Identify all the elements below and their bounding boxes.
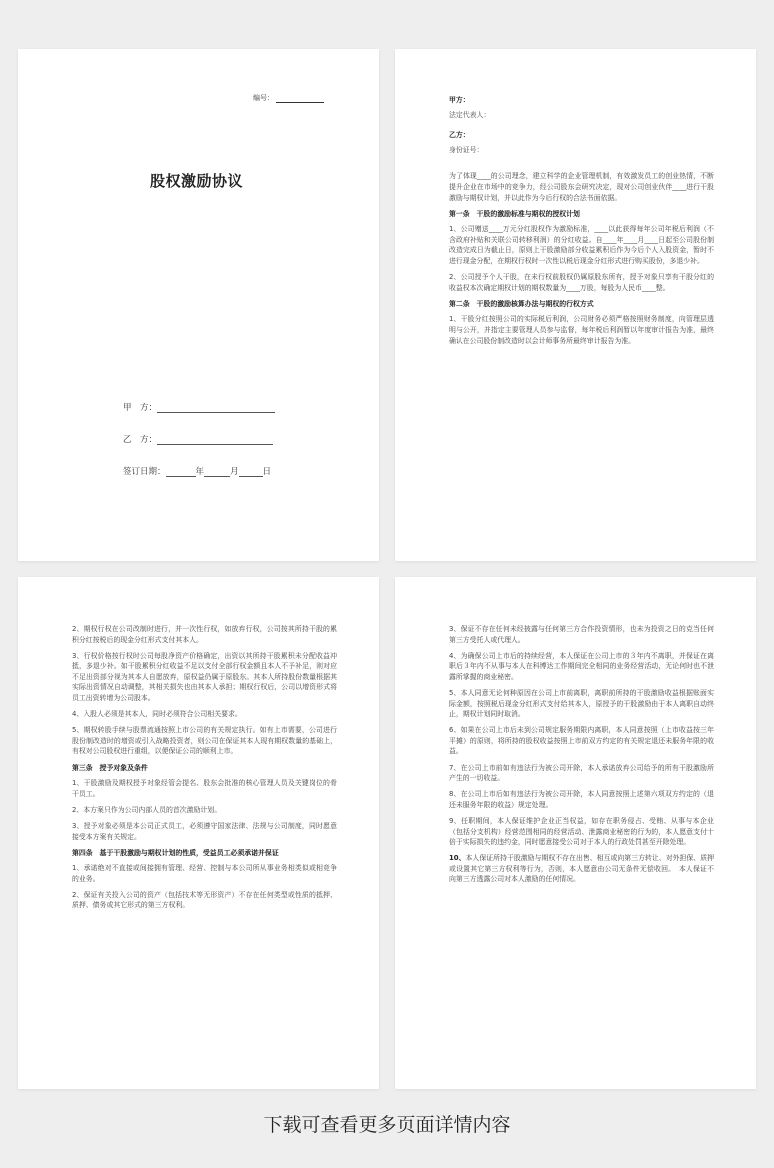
year-blank bbox=[166, 466, 196, 477]
article-2-clause-2: 2、期权行权在公司改制时进行，并一次性行权，如放弃行权，公司按其所持干股的累积分红按税后的现金分红形式支付其本人。 bbox=[72, 625, 337, 644]
article-3-clause-2: 2、本方案只作为公司内部人员的首次激励计划。 bbox=[72, 805, 222, 814]
party-b-heading: 乙方： bbox=[449, 131, 470, 140]
article-2-clause-1: 1、干股分红按照公司的实际税后利润，公司财务必须严格按照财务制度，向管理层透明与公开，并指定主要管理人员参与监督，每年税后利润暂以年度审计报告为准，最终确认在公司股份制改造时以会计师事务所最终审计报告为准。 bbox=[449, 315, 714, 345]
article-4-clause-7: 7、在公司上市前如有违法行为被公司开除，本人承诺放弃公司给予的所有干股激励所产生的一切收益。 bbox=[449, 763, 714, 783]
article-2-clause-4: 4、入股人必须是其本人，同时必须符合公司相关要求。 bbox=[72, 710, 242, 719]
preamble-paragraph: 为了体现____的公司理念，建立科学的企业管理机制，有效激发员工的创业热情，不断提升企业在市场中的竞争力，经公司股东会研究决定，现对公司创业伙伴____进行干股激励与期权计划，并以此作为今后行权的合法书面依据。 bbox=[449, 172, 714, 202]
sign-date-label: 签订日期： bbox=[123, 467, 166, 477]
id-number: 身份证号： bbox=[449, 145, 484, 154]
document-page-cover bbox=[18, 49, 379, 561]
article-3-clause-3: 3、授予对象必须是本公司正式员工，必须遵守国家法律、法规与公司制度，同时愿意接受本方案有关规定。 bbox=[72, 821, 337, 841]
article-4-clause-4: 4、为确保公司上市后的持续经营，本人保证在公司上市的３年内不离职，并保证在离职后３年内不从事与本人在科博达工作期间完全相同的业务经营活动，无论何时也不泄露所掌握的商业秘密。 bbox=[449, 651, 714, 681]
document-page-3 bbox=[18, 577, 379, 1089]
download-more-banner: 下载可查看更多页面详情内容 bbox=[263, 1114, 511, 1136]
article-4-clause-9: 9、任职期间，本人保证维护企业正当权益，如存在职务侵占、受贿、从事与本企业（包括分支机构）经营范围相同的经营活动、泄露商业秘密的行为的，本人愿意支付十倍于实际损失的违约金，同时愿意接受公司对于本人的行政处罚甚至开除处理。 bbox=[449, 816, 714, 847]
month-blank bbox=[204, 466, 230, 477]
article-4-clause-1: 1、承诺绝对不直接或间接拥有管理、经营、控制与本公司所从事业务相类似或相竞争的业务。 bbox=[72, 864, 337, 883]
article-4-title: 第四条 基于干股激励与期权计划的性质，受益员工必须承诺并保证 bbox=[72, 848, 279, 857]
page-4-body bbox=[449, 624, 714, 890]
legal-representative: 法定代表人： bbox=[449, 110, 491, 119]
article-2-title: 第二条 干股的激励核算办法与期权的行权方式 bbox=[449, 299, 594, 308]
party-a-signature-row bbox=[123, 401, 275, 413]
contract-number-field bbox=[253, 93, 324, 103]
page-2-body bbox=[449, 95, 714, 352]
party-a-label: 甲 方： bbox=[123, 403, 158, 413]
page-3-body bbox=[72, 624, 337, 917]
article-4-clause-6: 6、如果在公司上市后未到公司规定服务期限内离职，本人同意按照（上市收益按三年平摊）的原则，将所持的股权收益按照上市前双方约定的有关规定退还未服务年限的收益。 bbox=[449, 726, 714, 756]
party-a-heading: 甲方： bbox=[449, 96, 470, 104]
party-b-signature-row bbox=[123, 433, 273, 445]
article-3-clause-1: 1、干股激励及期权授予对象经管会提名、股东会批准的核心管理人员及关键岗位的骨干员工。 bbox=[72, 779, 337, 798]
day-label: 日 bbox=[262, 467, 272, 477]
clause-10-text: 本人保证所持干股激励与期权不存在出售、相互或向第三方转让、对外担保、质押或设置其它第三方权利等行为，否则，本人愿意由公司无条件无偿收回。 本人保证不向第三方透露公司对本人激励的任何情况。 bbox=[449, 854, 715, 884]
article-2-clause-3: 3、行权价格按行权时公司每股净资产价格确定，出资以其所持干股累积未分配收益冲抵，多退少补。如干股累积分红收益不足以支付全部行权金额且本人不予补足，则对应不足出资部分视为其本人自愿放弃，原权益仍属于原股东。其本人所持股份数量根据其实际出资情况自动调整，其相关损失也由其本人承担；期权行权后，公司以增资形式将员工出资转增为公司股本。 bbox=[72, 651, 337, 703]
document-page-2 bbox=[395, 49, 756, 561]
article-4-clause-10 bbox=[449, 853, 714, 885]
article-3-title: 第三条 授予对象及条件 bbox=[72, 763, 148, 772]
article-4-clause-3: 3、保证不存在任何未经披露与任何第三方合作投资情形，也未为投资之日的克当任何第三方受托人或代理人。 bbox=[449, 625, 714, 644]
article-4-clause-2: 2、保证有关投入公司的资产（包括技术等无形资产）不存在任何类型或性质的抵押、质押、债务或其它形式的第三方权利。 bbox=[72, 890, 337, 910]
month-label: 月 bbox=[230, 467, 239, 477]
party-b-label: 乙 方： bbox=[123, 435, 158, 445]
year-label: 年 bbox=[195, 467, 205, 477]
party-a-blank bbox=[157, 402, 275, 413]
article-1-clause-1: 1、公司赠送____万元分红股权作为激励标准，____以此获得每年公司年税后利润（不含政府补贴和关联公司转移利润）的分红收益。自____年____月____日起至公司股份制改造完成日为截止日，原则上干股激励部分收益累积后作为今后个人入股资金，暂时不进行现金分配，在期权行权时一次性以税后现金分红形式进行购买股份，多退少补。 bbox=[449, 225, 714, 266]
clause-10-number: 10、 bbox=[449, 854, 466, 863]
article-4-clause-5: 5、本人同意无论何种原因在公司上市前离职，离职前所持的干股激励收益根据账面实际金额，按照税后现金分红形式支付给其本人，原授予的干股激励由于本人离职自动终止，期权计划同时取消。 bbox=[449, 688, 714, 719]
sign-date-row bbox=[123, 465, 271, 477]
contract-number-label: 编号： bbox=[253, 94, 274, 102]
article-2-clause-5: 5、期权转股手续与股票流通按照上市公司的有关规定执行。如有上市需要，公司进行股份制改造时的增资或引入战略投资者，则公司在保证其本人现有期权数量的基础上，有权对公司股权进行重组，以便保证公司的顺利上市。 bbox=[72, 726, 337, 756]
article-1-clause-2: 2、公司授予个人干股，在未行权前股权仍属原股东所有，授予对象只享有干股分红的收益权本次确定期权计划的期权数量为____万股，每股为人民币____整。 bbox=[449, 273, 714, 292]
document-page-4 bbox=[395, 577, 756, 1089]
contract-number-blank bbox=[276, 94, 324, 103]
article-1-title: 第一条 干股的激励标准与期权的授权计划 bbox=[449, 209, 580, 218]
document-title: 股权激励协议 bbox=[150, 172, 244, 190]
article-4-clause-8: 8、在公司上市后如有违法行为被公司开除，本人同意按照上述第六项双方约定的（退还未服务年限的收益）规定处理。 bbox=[449, 790, 714, 809]
party-b-blank bbox=[157, 434, 273, 445]
day-blank bbox=[239, 466, 263, 477]
